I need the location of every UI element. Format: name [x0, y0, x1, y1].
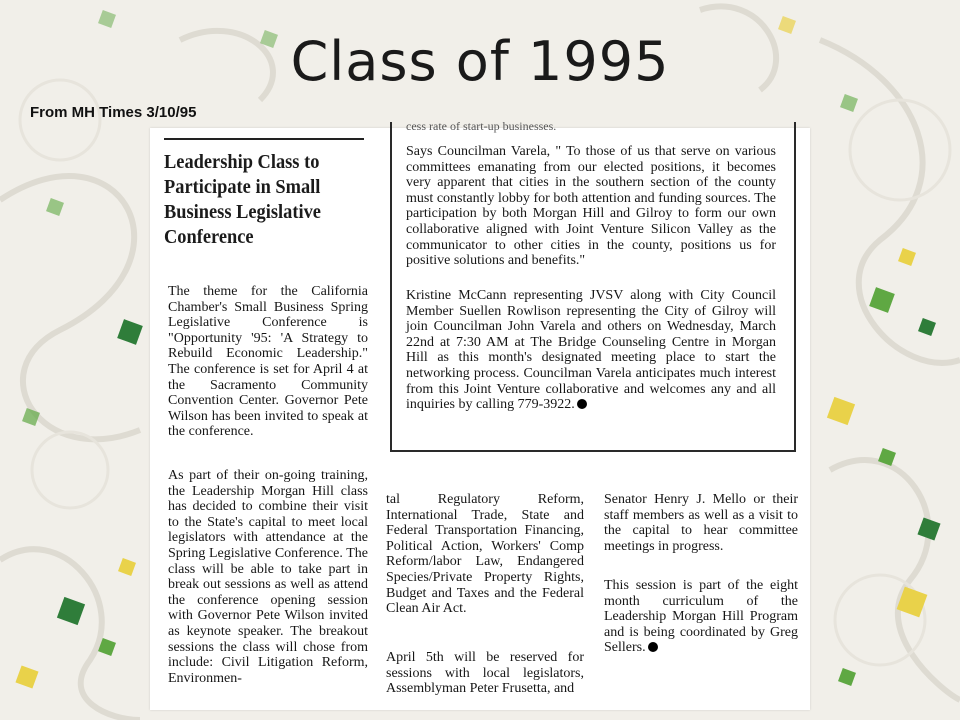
article-paragraph-text: This session is part of the eight month curriculum of the Leadership Morgan Hill Program and is being coordinated by Greg Sellers. [604, 578, 798, 656]
article-paragraph: The theme for the California Chamber's Small Business Spring Legislative Conference is "Opportunity '95: 'A Strategy to Rebuild Economic Leadership." The conference is set for April 4 at the Sacramento Community Convention Center. Governor Pete Wilson has been invited to speak at the conference. [168, 284, 368, 440]
newspaper-clipping [150, 119, 810, 710]
article-paragraph: April 5th will be reserved for sessions with local legislators, Assemblyman Peter Frusetta, and [386, 650, 584, 697]
end-mark-icon [648, 642, 658, 652]
article-paragraph [406, 288, 776, 413]
end-mark-icon [577, 399, 587, 409]
source-caption: From MH Times 3/10/95 [30, 104, 197, 121]
article-paragraph [604, 578, 798, 656]
headline-rule [164, 138, 364, 140]
article-paragraph: As part of their on-going training, the Leadership Morgan Hill class has decided to combine their visit to the State's capital to meet local legislators with attendance at the Spring Legislative Conference. The class will be able to take part in break out sessions as well as attend the conference opening session with Governor Pete Wilson invited as keynote speaker. The breakout sessions the class will chose from include: Civil Litigation Reform, Environmen- [168, 468, 368, 686]
cut-off-line: cess rate of start-up businesses. [406, 119, 557, 133]
article-paragraph: Senator Henry J. Mello or their staff members as well as a visit to the capital to hear committee meetings in progress. [604, 492, 798, 554]
slide-title: Class of 1995 [290, 30, 670, 93]
boxed-article [390, 119, 796, 452]
article-headline: Leadership Class to Participate in Small Business Legislative Conference [164, 151, 321, 248]
article-paragraph: tal Regulatory Reform, International Trade, State and Federal Transportation Financing, Political Action, Workers' Comp Reform/labor Law, Endangered Species/Private Property Rights, Budget and Taxes and the Federal Clean Air Act. [386, 492, 584, 617]
article-paragraph: Says Councilman Varela, " To those of us that serve on various committees emanating from our elected positions, it becomes very apparent that cities in the southern section of the county must constantly lobby for both attention and funding sources. The participation by both Morgan Hill and Gilroy to form our own collaborative aligned with Joint Venture Silicon Valley as the communicator to other cities in the county, positions us for positive solutions and benefits." [406, 144, 776, 269]
article-paragraph-text: Kristine McCann representing JVSV along with City Council Member Suellen Rowlison representing the City of Gilroy will join Councilman John Varela and others on Wednesday, March 22nd at 7:30 AM at The Bridge Counseling Centre in Morgan Hill as this month's designated meeting place to start the networking process. Councilman Varela anticipates much interest from this Joint Venture collaborative and welcomes any and all inquiries by calling 779-3922. [406, 288, 776, 413]
